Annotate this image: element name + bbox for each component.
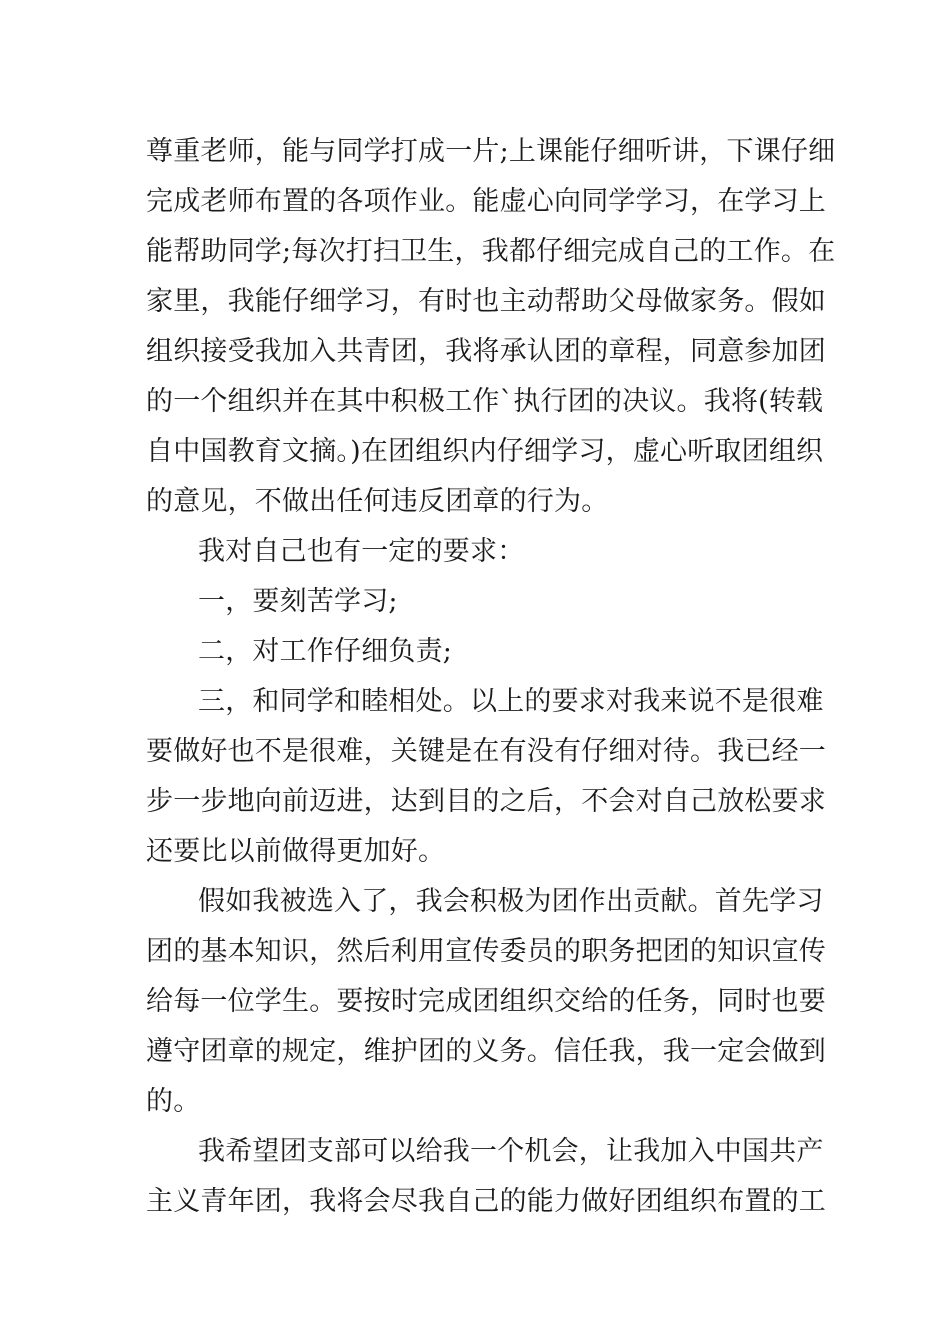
paragraph-first-line: 我对自己也有一定的要求： (198, 536, 525, 567)
text-line: 要做好也不是很难，关键是在有没有仔细对待。我已经一 (146, 736, 826, 767)
text-line: 的意见，不做出任何违反团章的行为。 (146, 486, 609, 517)
list-item: 三，和同学和睦相处。以上的要求对我来说不是很难 (198, 686, 824, 717)
paragraph-first-line: 我希望团支部可以给我一个机会，让我加入中国共产 (198, 1136, 824, 1167)
text-line: 尊重老师，能与同学打成一片;上课能仔细听讲，下课仔细 (146, 136, 836, 167)
text-line: 步一步地向前迈进，达到目的之后，不会对自己放松要求 (146, 786, 826, 817)
text-line: 遵守团章的规定，维护团的义务。信任我，我一定会做到 (146, 1036, 826, 1067)
text-line: 的。 (146, 1086, 201, 1117)
text-line: 家里，我能仔细学习，有时也主动帮助父母做家务。假如 (146, 286, 826, 317)
list-item: 一，要刻苦学习; (198, 586, 398, 617)
text-line: 还要比以前做得更加好。 (146, 836, 446, 867)
text-line: 完成老师布置的各项作业。能虚心向同学学习，在学习上 (146, 186, 826, 217)
text-line: 主义青年团，我将会尽我自己的能力做好团组织布置的工 (146, 1186, 826, 1217)
list-item: 二，对工作仔细负责; (198, 636, 453, 667)
text-line: 团的基本知识，然后利用宣传委员的职务把团的知识宣传 (146, 936, 826, 967)
text-line: 给每一位学生。要按时完成团组织交给的任务，同时也要 (146, 986, 826, 1017)
text-line: 组织接受我加入共青团，我将承认团的章程，同意参加团 (146, 336, 826, 367)
paragraph-first-line: 假如我被选入了，我会积极为团作出贡献。首先学习 (198, 886, 824, 917)
text-line: 能帮助同学;每次打扫卫生，我都仔细完成自己的工作。在 (146, 236, 836, 267)
text-line: 自中国教育文摘。)在团组织内仔细学习，虚心听取团组织 (146, 436, 824, 467)
text-line: 的一个组织并在其中积极工作`执行团的决议。我将(转载 (146, 386, 824, 417)
